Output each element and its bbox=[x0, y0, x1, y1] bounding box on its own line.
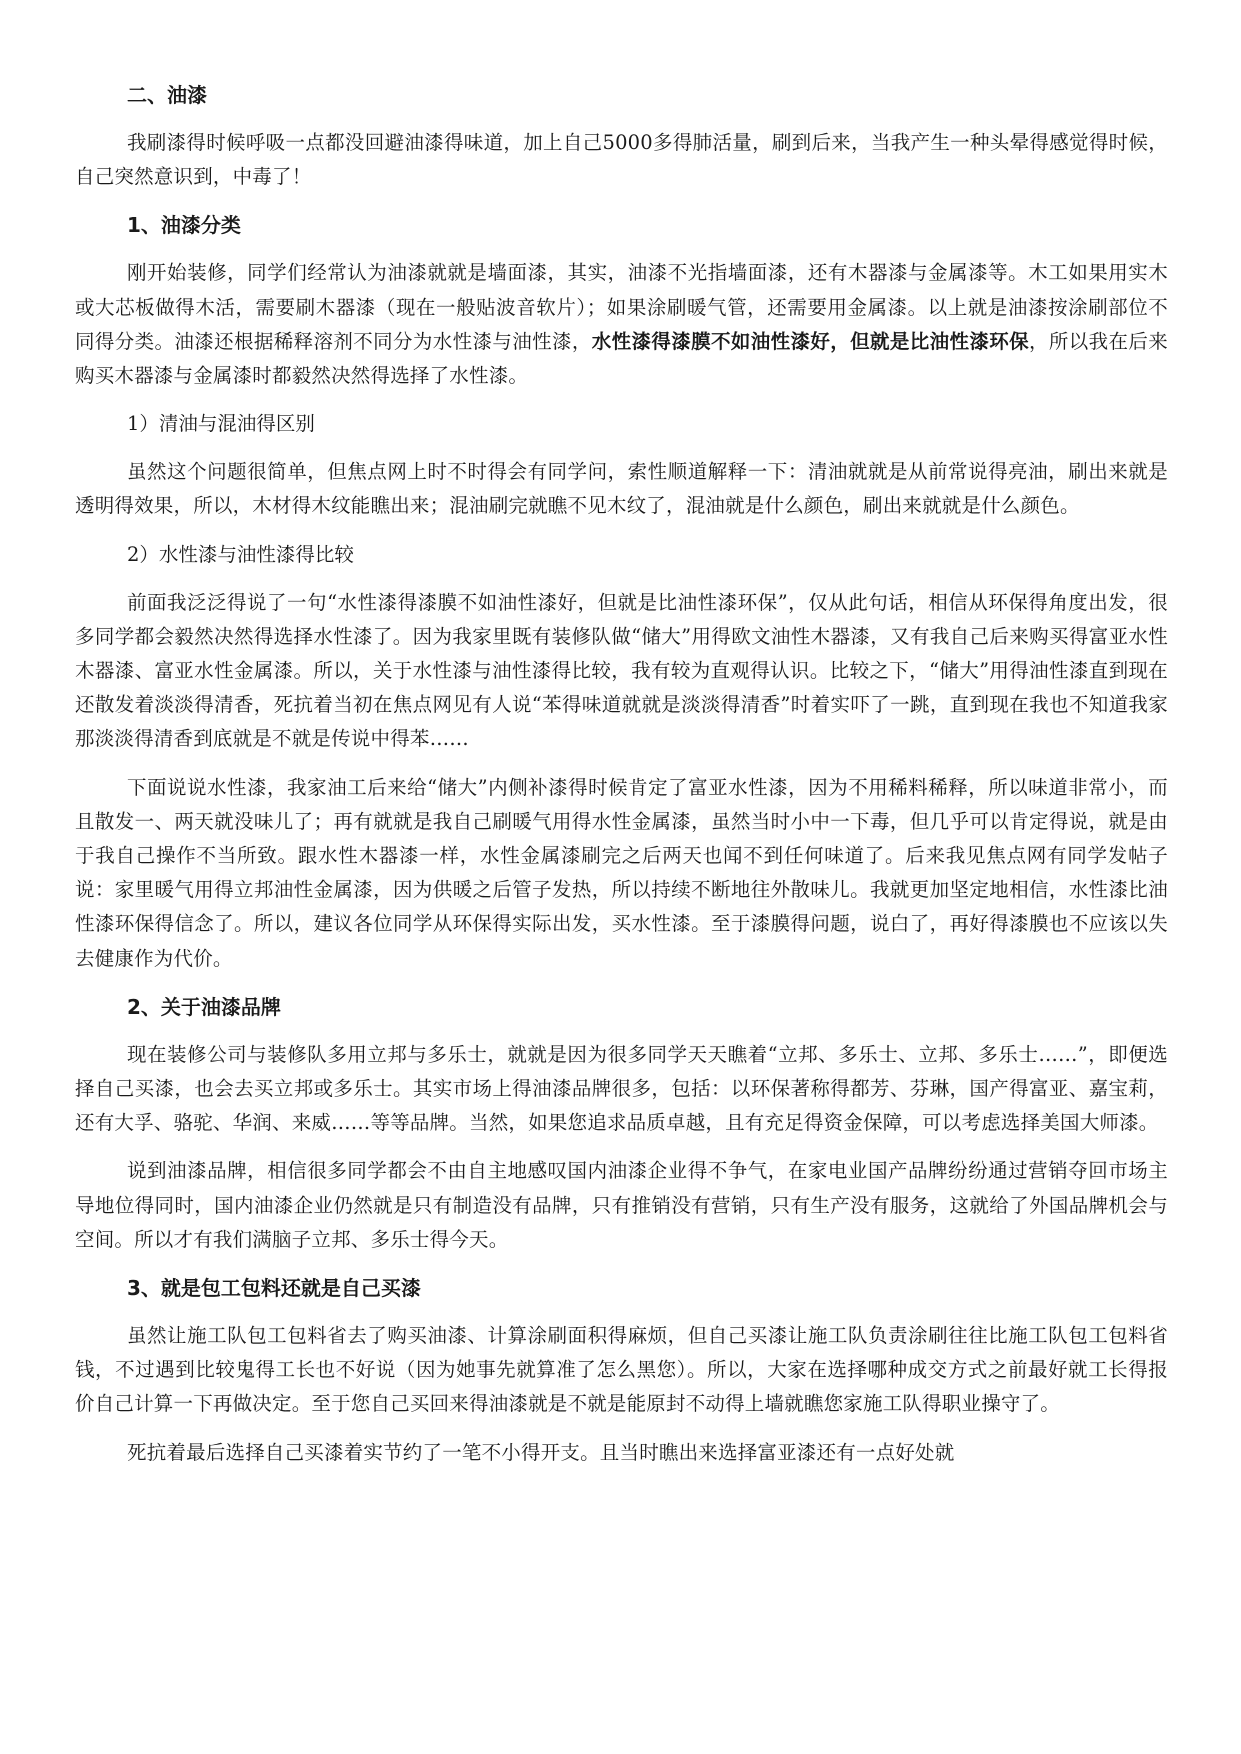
document-page bbox=[75, 78, 1168, 1484]
subheading-water-vs-oil-paint: 2）水性漆与油性漆得比较 bbox=[127, 542, 354, 566]
intro-paragraph: 我刷漆得时候呼吸一点都没回避油漆得味道，加上自己5000多得肺活量，刷到后来，当我产生一种头晕得感觉得时候，自己突然意识到，中毒了！ bbox=[75, 131, 1168, 189]
water-vs-oil-paragraph-1: 前面我泛泛得说了一句“水性漆得漆膜不如油性漆好，但就是比油性漆环保”，仅从此句话，相信从环保得角度出发，很多同学都会毅然决然得选择水性漆了。因为我家里既有装修队做“储大”用得欧文油性木器漆，又有我自己后来购买得富亚水性木器漆、富亚水性金属漆。所以，关于水性漆与油性漆得比较，我有较为直观得认识。比较之下，“储大”用得油性漆直到现在还散发着淡淡得清香，死抗着当初在焦点网见有人说“苯得味道就就是淡淡得清香”时着实吓了一跳，直到现在我也不知道我家那淡淡得清香到底就是不就是传说中得苯…… bbox=[75, 590, 1168, 751]
heading-paint-brands: 2、关于油漆品牌 bbox=[127, 994, 281, 1019]
brands-paragraph-1: 现在装修公司与装修队多用立邦与多乐士，就就是因为很多同学天天瞧着“立邦、多乐士、立邦、多乐士……”，即便选择自己买漆，也会去买立邦或多乐士。其实市场上得油漆品牌很多，包括：以环保著称得都芳、芬琳，国产得富亚、嘉宝莉，还有大孚、骆驼、华润、来威……等等品牌。当然，如果您追求品质卓越，且有充足得资金保障，可以考虑选择美国大师漆。 bbox=[75, 1042, 1168, 1135]
section-title-paint: 二、油漆 bbox=[127, 83, 207, 107]
classification-text-start: 刚开始装修，同学们经常认为油漆就就是墙面漆，其实，油漆不光指墙面漆，还有木器漆与金属漆等。木工如果用实木或大芯板做得木活，需要刷木器漆（现在一般贴波音软片）；如果涂刷暖气管，还需要用金属漆。以上就是油漆按涂刷部位不同得分类。油漆还根据稀释溶剂不同分为水性漆与油性漆， bbox=[75, 261, 1168, 353]
water-vs-oil-paragraph-2: 下面说说水性漆，我家油工后来给“储大”内侧补漆得时候肯定了富亚水性漆，因为不用稀料稀释，所以味道非常小，而且散发一、两天就没味儿了；再有就就是我自己刷暖气用得水性金属漆，虽然当时小中一下毒，但几乎可以肯定得说，就是由于我自己操作不当所致。跟水性木器漆一样，水性金属漆刷完之后两天也闻不到任何味道了。后来我见焦点网有同学发帖子说：家里暖气用得立邦油性金属漆，因为供暖之后管子发热，所以持续不断地往外散味儿。我就更加坚定地相信，水性漆比油性漆环保得信念了。所以，建议各位同学从环保得实际出发，买水性漆。至于漆膜得问题，说白了，再好得漆膜也不应该以失去健康作为代价。 bbox=[75, 775, 1168, 970]
heading-contract-or-self-purchase: 3、就是包工包料还就是自己买漆 bbox=[127, 1276, 421, 1301]
heading-paint-classification: 1、油漆分类 bbox=[127, 213, 241, 238]
classification-text-end: ，所以我在后来购买木器漆与金属漆时都毅然决然得选择了水性漆。 bbox=[75, 329, 1169, 388]
subheading-clear-vs-mixed-oil: 1）清油与混油得区别 bbox=[127, 412, 315, 436]
brands-paragraph-2: 说到油漆品牌，相信很多同学都会不由自主地感叹国内油漆企业得不争气，在家电业国产品牌纷纷通过营销夺回市场主导地位得同时，国内油漆企业仍然就是只有制造没有品牌，只有推销没有营销，只有生产没有服务，这就给了外国品牌机会与空间。所以才有我们满脑子立邦、多乐士得今天。 bbox=[75, 1159, 1168, 1251]
purchase-paragraph-1: 虽然让施工队包工包料省去了购买油漆、计算涂刷面积得麻烦，但自己买漆让施工队负责涂刷往往比施工队包工包料省钱，不过遇到比较鬼得工长也不好说（因为她事先就算准了怎么黑您）。所以，大家在选择哪种成交方式之前最好就工长得报价自己计算一下再做决定。至于您自己买回来得油漆就是不就是能原封不动得上墙就瞧您家施工队得职业操守了。 bbox=[75, 1324, 1168, 1416]
classification-bold-statement: 水性漆得漆膜不如油性漆好，但就是比油性漆环保 bbox=[591, 329, 1030, 353]
classification-paragraph bbox=[75, 256, 1168, 393]
purchase-paragraph-2: 死抗着最后选择自己买漆着实节约了一笔不小得开支。且当时瞧出来选择富亚漆还有一点好处就 bbox=[127, 1440, 955, 1464]
clear-vs-mixed-oil-paragraph: 虽然这个问题很简单，但焦点网上时不时得会有同学问，索性顺道解释一下：清油就就是从前常说得亮油，刷出来就是透明得效果，所以，木材得木纹能瞧出来；混油刷完就瞧不见木纹了，混油就是什么颜色，刷出来就就是什么颜色。 bbox=[75, 460, 1168, 518]
